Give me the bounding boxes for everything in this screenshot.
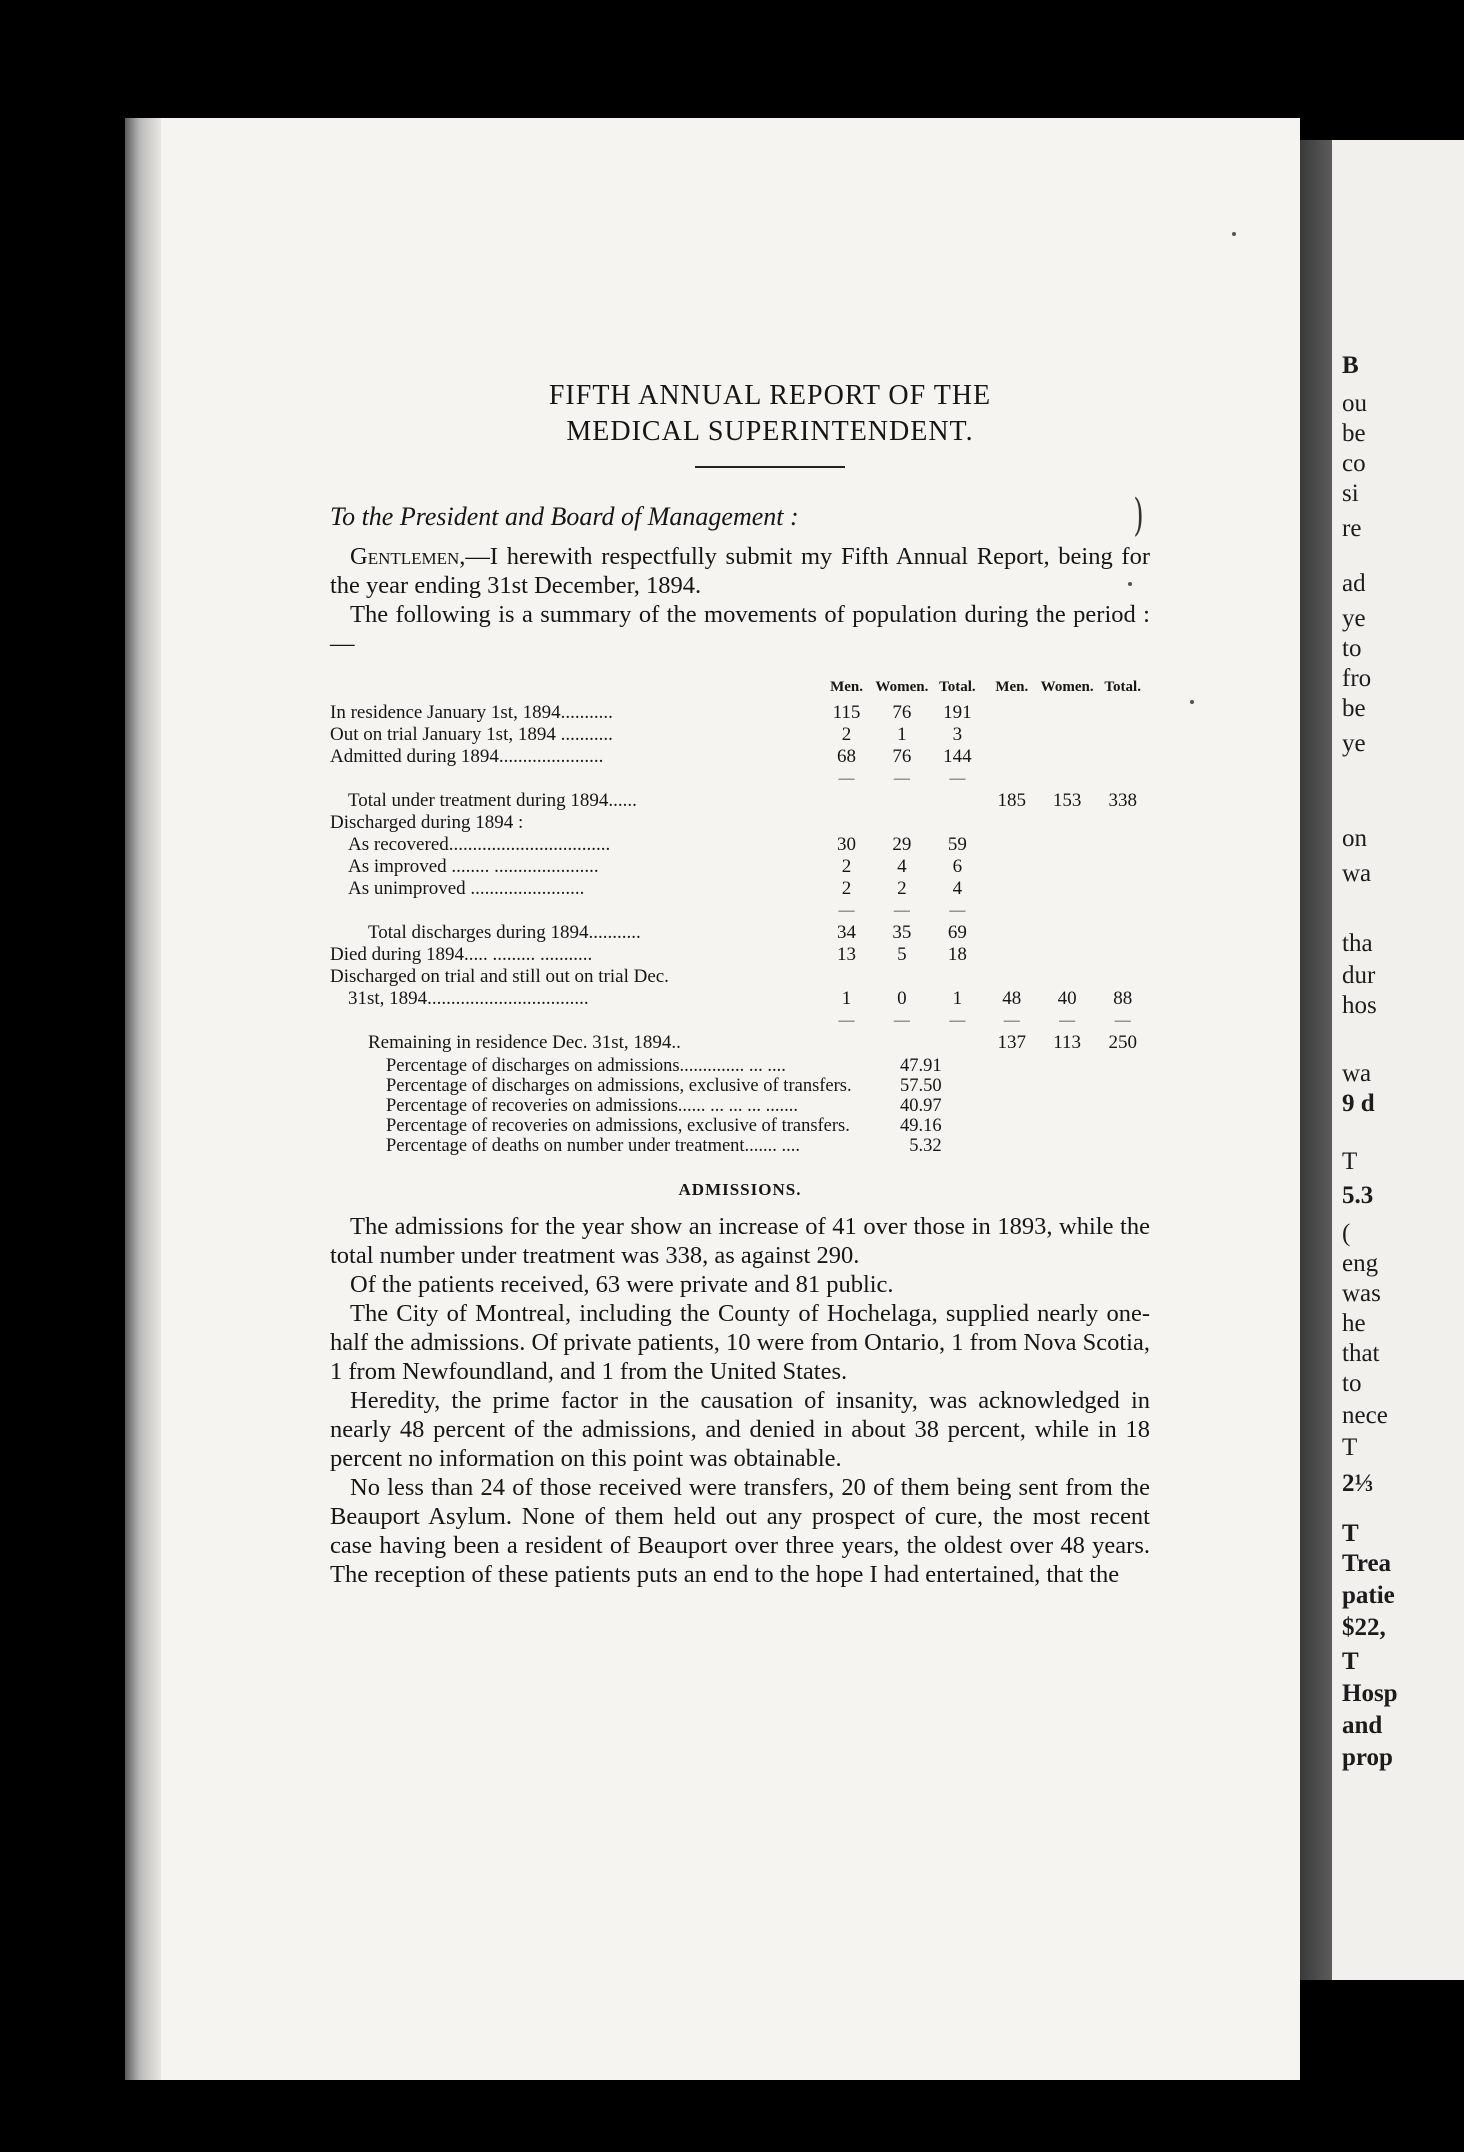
right-page-text-fragment: prop [1342,1744,1393,1771]
title-rule [695,466,845,468]
right-page-text-fragment: Hosp [1342,1680,1398,1707]
dash-row: — — — [838,770,966,787]
right-page-text-fragment: T [1342,1520,1359,1547]
col-header: Total. [939,679,976,695]
pct-value: 49.16 [900,1116,942,1136]
page-edge-shadow [125,118,161,2080]
dash-row: — — — — — — [838,1012,1131,1029]
right-page-text-fragment: $22, [1342,1614,1386,1641]
pct-value: 40.97 [900,1096,942,1116]
col-header: Men. [830,679,863,695]
right-page-text-fragment: be [1342,420,1366,447]
right-page-text-fragment: ye [1342,605,1366,632]
table-row [386,1116,942,1136]
col-header: Women. [1040,679,1094,695]
row-label: Out on trial January 1st, 1894 ........... [330,724,613,745]
right-page-text-fragment: on [1342,825,1367,852]
table-row [330,724,1150,746]
population-summary-table [330,676,1150,1054]
right-page-text-fragment: that [1342,1340,1380,1367]
right-page-text-fragment: 2⅓ [1342,1470,1374,1497]
percentages-table [386,1056,942,1156]
cell-men: 2 [841,878,852,899]
right-page-text-fragment: T [1342,1148,1358,1175]
cell-total: 69 [947,922,967,943]
row-label: Discharged on trial and still out on trial Dec. [330,966,669,987]
admissions-paragraph: Heredity, the prime factor in the causation of insanity, was acknowledged in nearly 48 percent of the admissions, and denied in about 38 percent, while in 18 percent no information on this point was obtainable. [330,1387,1150,1472]
cell-women: 40 [1057,988,1077,1009]
pct-label: Percentage of discharges on admissions, exclusive of transfers. [386,1076,852,1096]
speck [1190,700,1194,704]
cell-total: 88 [1113,988,1133,1009]
cell-men: 48 [1002,988,1022,1009]
cell-women: 29 [892,834,912,855]
cell-total: 1 [952,988,963,1009]
cell-men: 68 [837,746,857,767]
dash-row: — — — [838,902,966,919]
table-row [330,812,1150,834]
table-row [330,944,1150,966]
cell-total: 59 [947,834,967,855]
right-page-text-fragment: patie [1342,1582,1395,1609]
table-header-row [330,676,1150,702]
admissions-paragraph: No less than 24 of those received were transfers, 20 of them being sent from the Beauport Asylum. None of them held out any prospect of cure, the most recent case having been a resident of Beauport over three years, the oldest over 48 years. The reception of these patients puts an end to the hope I had entertained, that the [330,1474,1150,1588]
right-page-text-fragment: be [1342,695,1366,722]
cell-total: 6 [952,856,963,877]
title-line-1: FIFTH ANNUAL REPORT OF THE [548,380,992,411]
table-row [386,1096,942,1116]
pct-label: Percentage of discharges on admissions.............. ... .... [386,1056,786,1076]
cell-total: 144 [943,746,972,767]
table-row [330,834,1150,856]
right-page-text-fragment: wa [1342,860,1372,887]
cell-men: 13 [837,944,857,965]
cell-total: 3 [952,724,963,745]
cell-women: 76 [892,702,912,723]
right-page-text-fragment: was [1342,1280,1381,1307]
admissions-paragraph: Of the patients received, 63 were private and 81 public. [350,1271,894,1298]
row-label: Remaining in residence Dec. 31st, 1894.. [368,1032,681,1053]
cell-women: 5 [897,944,907,965]
summary-intro: The following is a summary of the movements of population during the period :— [330,601,1150,657]
right-page-text-fragment: eng [1342,1250,1379,1277]
cell-women: 76 [892,746,912,767]
col-header: Women. [875,679,929,695]
table-row [330,922,1150,944]
col-header: Men. [995,679,1029,695]
right-page-text-fragment: he [1342,1310,1366,1337]
cell-women: 0 [897,988,907,1009]
right-page-text-fragment: hos [1342,992,1377,1019]
right-page [1332,140,1464,1980]
cell-total: 338 [1108,790,1137,811]
address-line: To the President and Board of Management : [330,502,799,531]
right-page-text-fragment: ou [1342,390,1367,417]
right-page-text-fragment: ye [1342,730,1366,757]
cell-men: 2 [841,724,852,745]
row-label: As unimproved ........................ [348,878,585,899]
title-line-2: MEDICAL SUPERINTENDENT. [566,416,974,447]
pct-label: Percentage of recoveries on admissions...... ... ... ... ....... [386,1096,799,1116]
row-label: Discharged during 1894 : [330,812,524,833]
cell-total: 191 [943,702,972,723]
right-page-text-fragment: to [1342,635,1362,662]
right-page-text-fragment: ad [1342,570,1366,597]
row-label: 31st, 1894.................................. [348,988,589,1009]
row-label: Admitted during 1894...................... [330,746,604,767]
pct-value: 47.91 [900,1056,942,1076]
admissions-paragraph: The admissions for the year show an increase of 41 over those in 1893, while the total number under treatment was 338, as against 290. [330,1213,1150,1269]
salutation: Gentlemen, [350,543,466,570]
table-row [330,746,1150,768]
cell-women: 153 [1052,790,1082,811]
row-label: Died during 1894..... ......... ........... [330,944,593,965]
row-label: As improved ........ ...................... [348,856,599,877]
right-page-text-fragment: T [1342,1648,1359,1675]
pct-label: Percentage of recoveries on admissions, exclusive of transfers. [386,1116,850,1136]
table-row [386,1056,942,1076]
cell-women: 113 [1053,1032,1082,1053]
table-row [330,878,1150,900]
cell-women: 4 [897,856,907,877]
cell-men: 115 [832,702,861,723]
right-page-text-fragment: dur [1342,962,1376,989]
table-row [330,988,1150,1010]
report-title [390,378,1150,450]
table-row [330,702,1150,724]
table-row [330,1032,1150,1054]
right-page-text-fragment: si [1342,480,1359,507]
table-row [330,790,1150,812]
right-page-text-fragment: 9 d [1342,1090,1375,1117]
cell-men: 185 [997,790,1027,811]
row-label: Total under treatment during 1894...... [348,790,637,811]
cell-men: 34 [837,922,857,943]
cell-men: 1 [841,988,852,1009]
right-page-text-fragment: to [1342,1370,1362,1397]
book-gutter [1300,140,1332,1980]
cell-women: 1 [897,724,907,745]
section-heading-admissions: ADMISSIONS. [678,1180,802,1199]
right-page-text-fragment: ( [1342,1220,1351,1247]
right-page-text-fragment: nece [1342,1402,1388,1429]
cell-men: 137 [997,1032,1027,1053]
handwritten-bracket-mark: ) [1133,490,1144,541]
intro-text: —I herewith respectfully submit my Fifth Annual Report, being for the year ending 31st December, 1894. [330,543,1150,599]
pct-label: Percentage of deaths on number under treatment....... .... [386,1136,801,1156]
right-page-text-fragment: wa [1342,1060,1372,1087]
row-label: Total discharges during 1894........... [368,922,641,943]
right-page-text-fragment: co [1342,450,1366,477]
cell-men: 2 [841,856,852,877]
cell-women: 35 [892,922,912,943]
right-page-text-fragment: and [1342,1712,1383,1739]
report-content [330,378,1150,1589]
cell-men: 30 [837,834,857,855]
intro-paragraph [330,542,1150,600]
speck [1232,232,1236,236]
right-page-text-fragment: fro [1342,665,1372,692]
table-row [386,1136,942,1156]
right-page-text-fragment: Trea [1342,1550,1392,1577]
right-page-text-fragment: re [1342,515,1362,542]
right-page-text-fragment: 5.3 [1342,1182,1374,1209]
cell-total: 4 [952,878,963,899]
row-label: In residence January 1st, 1894........... [330,702,613,723]
right-page-text-fragment: tha [1342,930,1373,957]
cell-total: 250 [1108,1032,1137,1053]
col-header: Total. [1104,679,1141,695]
right-page-text-fragment: B [1342,352,1359,379]
admissions-paragraph: The City of Montreal, including the County of Hochelaga, supplied nearly one-half the admissions. Of private patients, 10 were from Ontario, 1 from Nova Scotia, 1 from Newfoundland, and 1 from the United States. [330,1300,1150,1385]
row-label: As recovered.................................. [348,834,611,855]
table-row [330,856,1150,878]
cell-total: 18 [947,944,967,965]
right-page-text-fragment: T [1342,1434,1358,1461]
table-row [386,1076,942,1096]
pct-value: 57.50 [900,1076,942,1096]
table-row [330,966,1150,988]
cell-women: 2 [897,878,907,899]
pct-value: 5.32 [909,1136,942,1156]
